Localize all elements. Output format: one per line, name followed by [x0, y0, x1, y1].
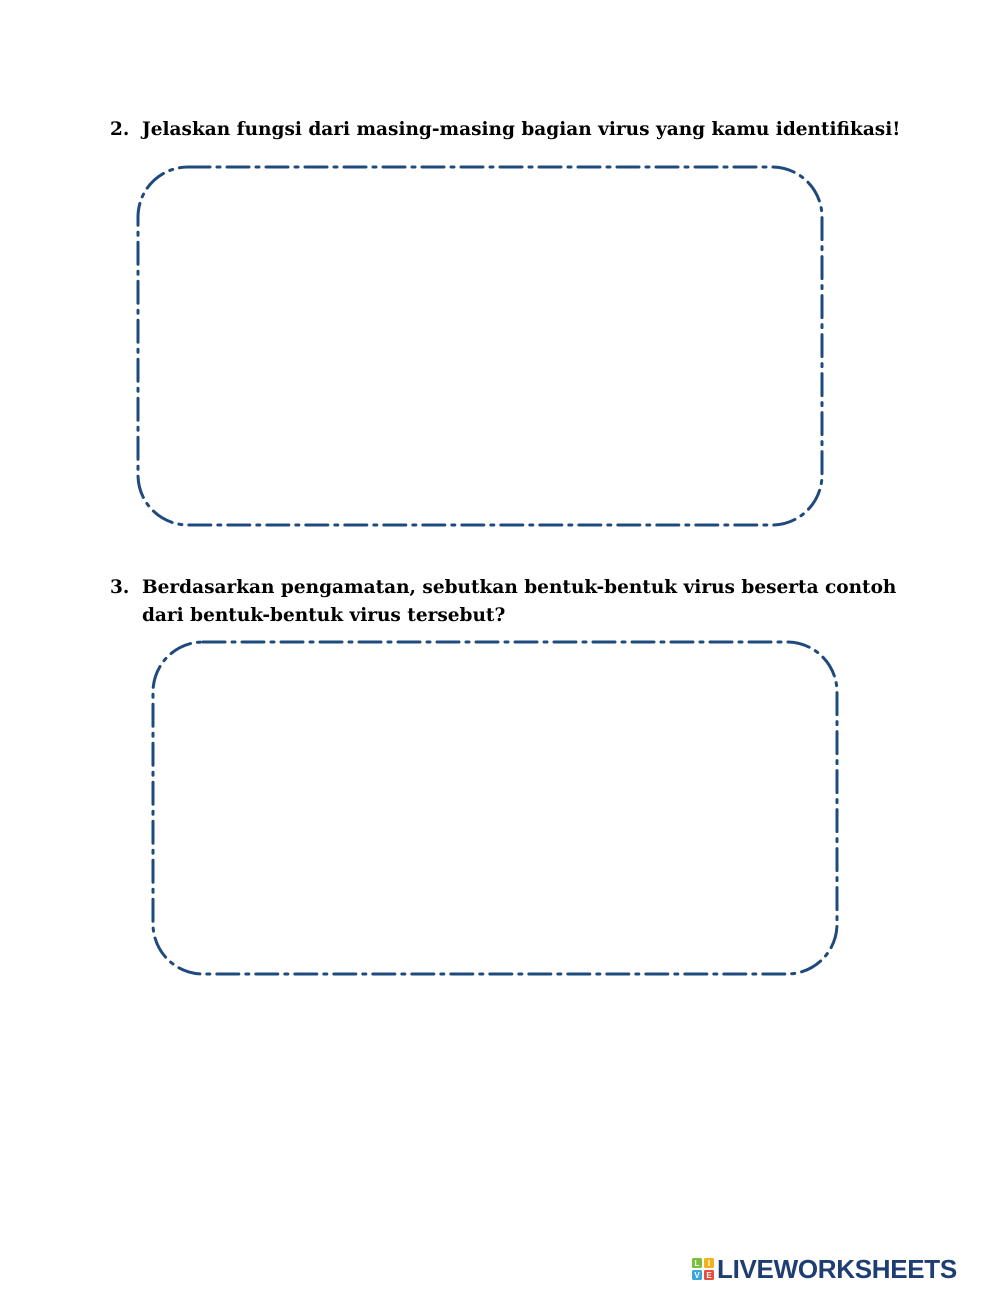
answer-box-question-3[interactable]: [151, 640, 841, 978]
liveworksheets-mark-icon: [692, 1258, 714, 1280]
question-2: [110, 116, 910, 144]
question-text: Jelaskan fungsi dari masing-masing bagian virus yang kamu identifikasi!: [142, 119, 901, 140]
svg-text:L: L: [694, 1259, 700, 1268]
svg-text:E: E: [706, 1271, 712, 1280]
question-number: 3.: [110, 577, 130, 598]
logo-text: LIVEWORKSHEETS: [717, 1254, 957, 1284]
question-number: 2.: [110, 119, 130, 140]
liveworksheets-logo: [692, 1256, 957, 1282]
svg-text:V: V: [694, 1271, 700, 1280]
question-text: Berdasarkan pengamatan, sebutkan bentuk-bentuk virus beserta contoh dari bentuk-bentuk virus tersebut?: [142, 577, 897, 626]
question-3: [110, 574, 910, 630]
svg-text:I: I: [707, 1259, 711, 1268]
answer-box-question-2[interactable]: [136, 165, 826, 529]
